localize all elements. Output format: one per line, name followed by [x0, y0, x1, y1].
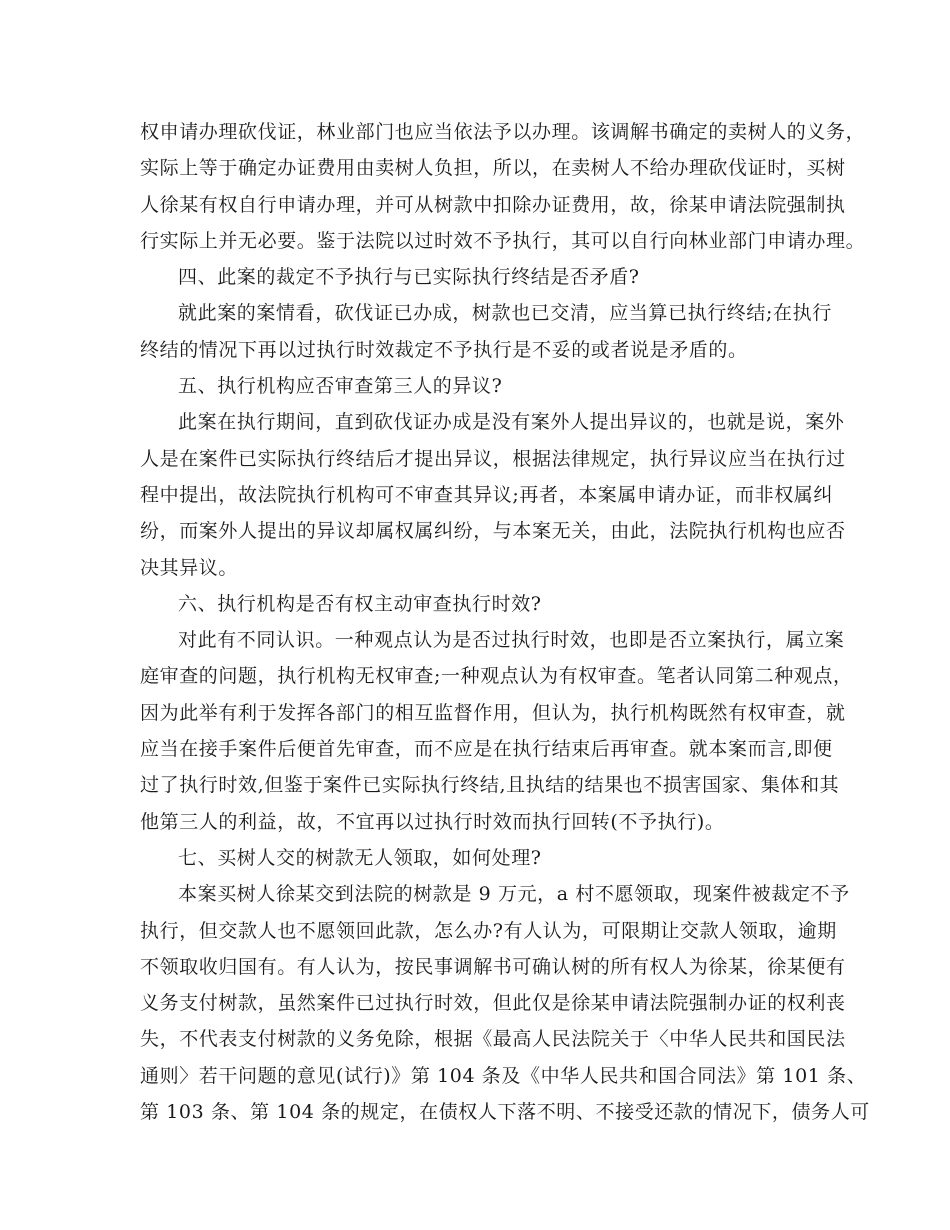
paragraph-line: 人徐某有权自行申请办理，并可从树款中扣除办证费用，故，徐某申请法院强制执	[140, 193, 846, 216]
paragraph-first-line: 七、买树人交的树款无人领取，如何处理?	[178, 846, 542, 869]
paragraph-line: 通则〉若干问题的意见(试行)》第 104 条及《中华人民共和国合同法》第 101 条、	[140, 1064, 867, 1087]
paragraph-line: 程中提出，故法院执行机构可不审查其异议;再者，本案属申请办证，而非权属纠	[140, 483, 834, 506]
paragraph-line: 行实际上并无必要。鉴于法院以过时效不予执行，其可以自行向林业部门申请办理。	[140, 229, 866, 252]
paragraph-line: 应当在接手案件后便首先审查，而不应是在执行结束后再审查。就本案而言,即便	[140, 738, 833, 761]
paragraph-line: 人是在案件已实际执行终结后才提出异议，根据法律规定，执行异议应当在执行过	[140, 447, 846, 470]
paragraph-first-line: 本案买树人徐某交到法院的树款是 9 万元，a 村不愿领取，现案件被裁定不予	[178, 883, 850, 906]
paragraph-line: 终结的情况下再以过执行时效裁定不予执行是不妥的或者说是矛盾的。	[140, 338, 748, 361]
paragraph-first-line: 五、执行机构应否审查第三人的异议?	[178, 375, 503, 398]
paragraph-line: 纷，而案外人提出的异议却属权属纠纷，与本案无关，由此，法院执行机构也应否	[140, 520, 846, 543]
paragraph-line: 因为此举有利于发挥各部门的相互监督作用，但认为，执行机构既然有权审查，就	[140, 701, 846, 724]
paragraph-line: 第 103 条、第 104 条的规定，在债权人下落不明、不接受还款的情况下，债务人可	[140, 1101, 870, 1124]
paragraph-first-line: 四、此案的裁定不予执行与已实际执行终结是否矛盾?	[178, 266, 640, 289]
paragraph-line: 失，不代表支付树款的义务免除，根据《最高人民法院关于〈中华人民共和国民法	[140, 1028, 846, 1051]
paragraph-line: 权申请办理砍伐证，林业部门也应当依法予以办理。该调解书确定的卖树人的义务，	[140, 121, 866, 143]
paragraph-line: 义务支付树款，虽然案件已过执行时效，但此仅是徐某申请法院强制办证的权利丧	[140, 992, 846, 1015]
paragraph-line: 决其异议。	[140, 556, 239, 579]
paragraph-first-line: 六、执行机构是否有权主动审查执行时效?	[178, 592, 542, 615]
document-body	[140, 114, 870, 1130]
paragraph-line: 过了执行时效,但鉴于案件已实际执行终结,且执结的结果也不损害国家、集体和其	[140, 774, 840, 797]
paragraph-first-line: 就此案的案情看，砍伐证已办成，树款也已交清，应当算已执行终结;在执行	[178, 302, 832, 325]
paragraph-line: 他第三人的利益，故，不宜再以过执行时效而执行回转(不予执行)。	[140, 810, 725, 833]
paragraph-line: 不领取收归国有。有人认为，按民事调解书可确认树的所有权人为徐某，徐某便有	[140, 955, 846, 978]
paragraph-first-line: 此案在执行期间，直到砍伐证办成是没有案外人提出异议的，也就是说，案外	[178, 411, 845, 434]
paragraph-line: 实际上等于确定办证费用由卖树人负担，所以，在卖树人不给办理砍伐证时，买树	[140, 157, 846, 180]
paragraph-line: 庭审查的问题，执行机构无权审查;一种观点认为有权审查。笔者认同第二种观点，	[140, 665, 853, 688]
paragraph-line: 执行，但交款人也不愿领回此款，怎么办?有人认为，可限期让交款人领取，逾期	[140, 919, 837, 942]
paragraph-first-line: 对此有不同认识。一种观点认为是否过执行时效，也即是否立案执行，属立案	[178, 629, 845, 652]
